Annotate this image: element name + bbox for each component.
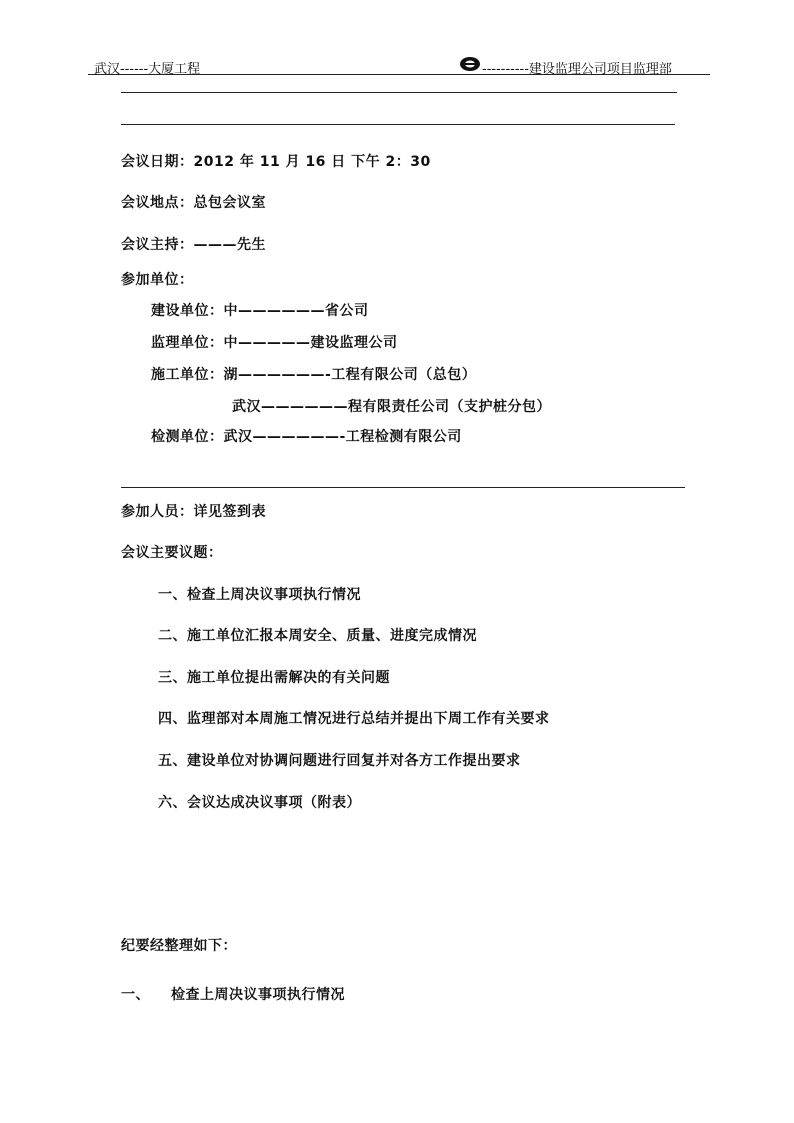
company-logo-icon: [459, 56, 481, 72]
unit-owner: 建设单位：中——————省公司: [151, 303, 369, 319]
unit-testing: 检测单位：武汉——————-工程检测有限公司: [151, 429, 462, 445]
meeting-host: 会议主持：———先生: [121, 237, 266, 253]
units-title: 参加单位：: [121, 272, 194, 288]
header-project-name: 武汉------大厦工程: [94, 62, 201, 77]
unit-subcontractor: 武汉——————程有限责任公司（支护桩分包）: [232, 399, 551, 415]
topic-item: 二、施工单位汇报本周安全、质量、进度完成情况: [158, 628, 477, 644]
topic-item: 一、检查上周决议事项执行情况: [158, 587, 361, 603]
title-line-1: [121, 92, 677, 93]
topic-item: 五、建设单位对协调问题进行回复并对各方工作提出要求: [158, 753, 521, 769]
title-line-2: [121, 124, 675, 125]
header-divider: [88, 74, 710, 75]
section-1-title: 检查上周决议事项执行情况: [171, 987, 345, 1003]
header-company-name: ----------建设监理公司项目监理部: [482, 62, 672, 77]
meeting-date: 会议日期：2012 年 11 月 16 日 下午 2：30: [121, 154, 431, 170]
minutes-intro: 纪要经整理如下：: [121, 938, 237, 954]
section-divider: [121, 487, 685, 488]
topic-item: 三、施工单位提出需解决的有关问题: [158, 670, 390, 686]
meeting-place: 会议地点：总包会议室: [121, 195, 266, 211]
unit-supervisor: 监理单位：中—————建设监理公司: [151, 335, 398, 351]
attendees: 参加人员：详见签到表: [121, 504, 266, 520]
topic-item: 六、会议达成决议事项（附表）: [158, 795, 361, 811]
topic-item: 四、监理部对本周施工情况进行总结并提出下周工作有关要求: [158, 711, 550, 727]
topics-title: 会议主要议题：: [121, 545, 223, 561]
section-1-number: 一、: [121, 987, 150, 1003]
unit-contractor: 施工单位：湖——————-工程有限公司（总包）: [151, 367, 477, 383]
